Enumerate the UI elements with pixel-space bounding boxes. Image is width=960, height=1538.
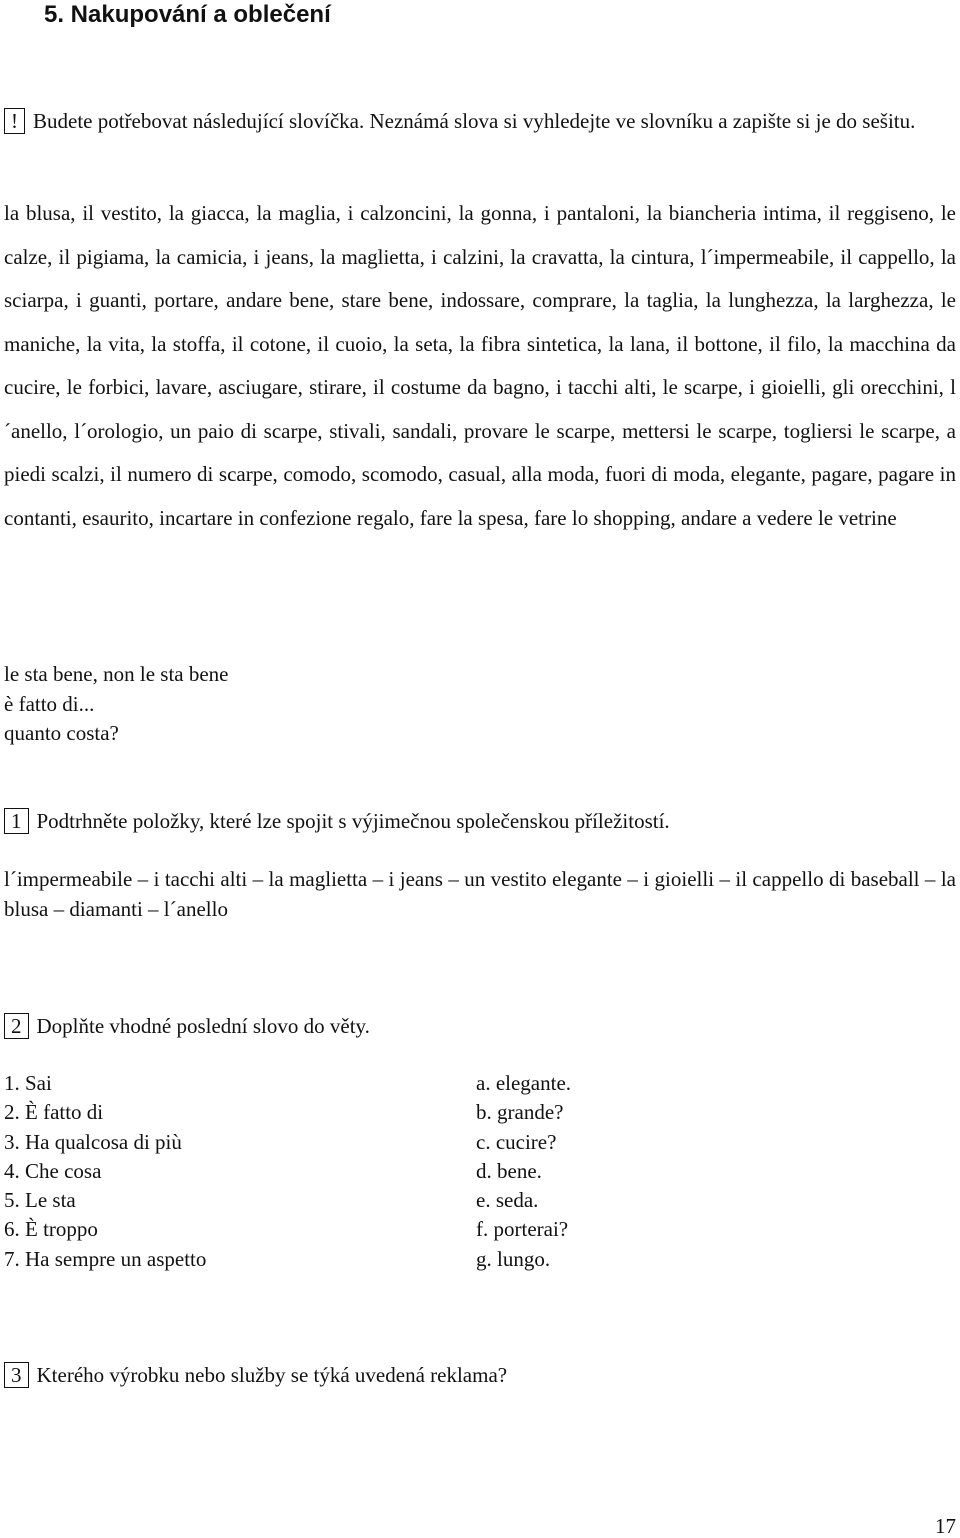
exercise-2-instruction: Doplňte vhodné poslední slovo do věty. — [36, 1014, 370, 1038]
sentence-ending: b. grande? — [476, 1100, 564, 1125]
sentence-start: 1. Sai — [4, 1071, 52, 1095]
sentence-start: 6. È troppo — [4, 1217, 98, 1242]
exercise-1-heading — [4, 806, 670, 836]
exercise-3-heading — [4, 1360, 507, 1390]
sentence-start: 3. Ha qualcosa di più — [4, 1129, 182, 1154]
sentence-start: 4. Che cosa — [4, 1158, 102, 1183]
vocabulary-list: la blusa, il vestito, la giacca, la maglia, i calzoncini, la gonna, i pantaloni, la biancheria intima, il reggiseno, le calze, il pigiama, la camicia, i jeans, la maglietta, i calzini, la cravatta, la cintura, l´impermeabile, il cappello, la sciarpa, i guanti, portare, andare bene, stare bene, indossare, comprare, la taglia, la lunghezza, la larghezza, le maniche, la vita, la stoffa, il cotone, il cuoio, la seta, la fibra sintetica, la lana, il bottone, il filo, la macchina da cucire, le forbici, lavare, asciugare, stirare, il costume da bagno, i tacchi alti, le scarpe, i gioielli, gli orecchini, l´anello, l´orologio, un paio di scarpe, stivali, sandali, provare le scarpe, mettersi le scarpe, togliersi le scarpe, a piedi scalzi, il numero di scarpe, comodo, scomodo, casual, alla moda, fuori di moda, elegante, pagare, pagare in contanti, esaurito, incartare in confezione regalo, fare la spesa, fare lo shopping, andare a vedere le vetrine — [4, 201, 956, 530]
exclamation-mark-box: ! — [4, 108, 25, 134]
exercise-3-instruction: Kterého výrobku nebo služby se týká uvedená reklama? — [36, 1363, 508, 1387]
exercise-3-number: 3 — [4, 1362, 29, 1388]
exercise-2-heading — [4, 1011, 370, 1041]
phrase-item: quanto costa? — [4, 721, 119, 745]
page-number: 17 — [935, 1514, 956, 1538]
phrase-item: è fatto di... — [4, 691, 95, 716]
exercise-2-endings — [476, 1069, 571, 1274]
sentence-start: 5. Le sta — [4, 1188, 76, 1213]
sentence-start: 2. È fatto di — [4, 1100, 104, 1125]
sentence-start: 7. Ha sempre un aspetto — [4, 1246, 207, 1271]
exercise-2-sentence-starts — [4, 1069, 206, 1274]
intro-note — [4, 105, 956, 137]
exercise-2-number: 2 — [4, 1013, 29, 1039]
intro-text: Budete potřebovat následující slovíčka. Neznámá slova si vyhledejte ve slovníku a zapište si je do sešitu. — [33, 109, 916, 133]
sentence-ending: e. seda. — [476, 1188, 539, 1213]
chapter-title: 5. Nakupování a oblečení — [44, 1, 331, 28]
sentence-ending: a. elegante. — [476, 1071, 572, 1095]
exercise-1-items: l´impermeabile – i tacchi alti – la maglietta – i jeans – un vestito elegante – i gioielli – il cappello di baseball – la blusa – diamanti – l´anello — [4, 867, 956, 921]
sentence-ending: c. cucire? — [476, 1129, 557, 1154]
sentence-ending: g. lungo. — [476, 1246, 551, 1271]
phrase-item: le sta bene, non le sta bene — [4, 662, 229, 686]
exercise-1-instruction: Podtrhněte položky, které lze spojit s výjimečnou společenskou příležitostí. — [36, 809, 670, 833]
sentence-ending: d. bene. — [476, 1158, 542, 1183]
exercise-1-number: 1 — [4, 808, 29, 834]
sentence-ending: f. porterai? — [476, 1217, 569, 1242]
phrases-list — [4, 660, 229, 749]
